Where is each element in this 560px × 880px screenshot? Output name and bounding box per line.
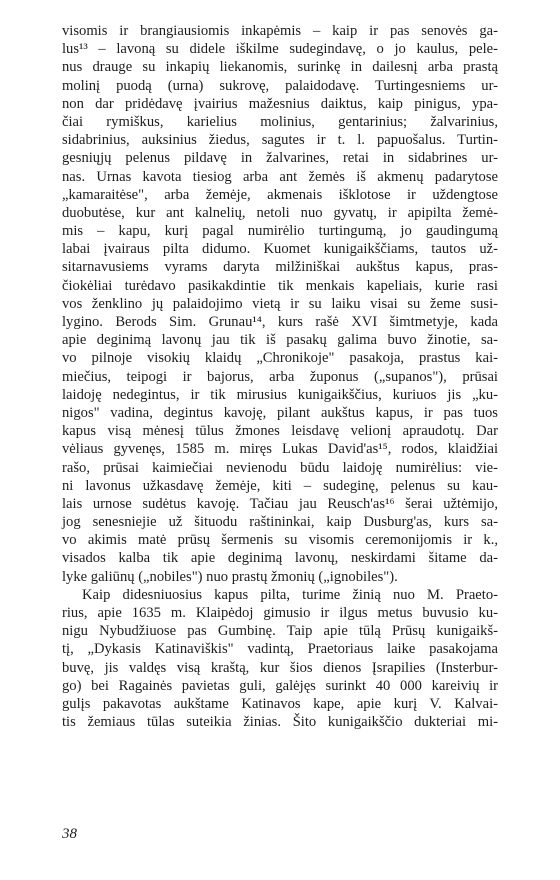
text-line: rašo, prūsai kaimiečiai nevienodu būdu laidoję numirėlius: vie- bbox=[62, 459, 498, 476]
text-line: vėliaus gyvenęs, 1585 m. miręs Lukas David'as¹⁵, rodos, klaidžiai bbox=[62, 441, 498, 458]
text-line: lais urnose sudėtus kavoję. Tačiau jau Reusch'as¹⁶ šerai užtėmijo, bbox=[62, 495, 498, 512]
text-line: nus drauge su inkapių liekanomis, surinkę in dailesnį arba prastą bbox=[62, 59, 498, 76]
text-line: vo akimis matė prūsų šermenis su visomis ceremonijomis ir k., bbox=[62, 532, 498, 549]
text-line: nigu Nybudžiuose pas Gumbinę. Taip apie tūlą Prūsų kunigaikš- bbox=[62, 623, 498, 640]
text-line: gulįs pakavotas aukštame Katinavos kape, apie kurį V. Kalvai- bbox=[62, 695, 498, 712]
text-line: non dar pridėdavę įvairius mažesnius daiktus, kaip pinigus, ypa- bbox=[62, 95, 498, 112]
text-line: nigos" vadina, degintus kavoję, pilant aukštus kapus, ir pas tuos bbox=[62, 404, 498, 421]
text-line: Kaip didesniuosius kapus pilta, turime žinią nuo M. Praeto- bbox=[82, 586, 498, 603]
text-line: nas. Urnas kavota tiesiog arba ant žemės iš akmenų padarytose bbox=[62, 168, 498, 185]
text-line: tį, „Dykasis Katinaviškis" vadintą, Praetoriaus laike pasakojama bbox=[62, 641, 498, 658]
page-number: 38 bbox=[62, 826, 77, 842]
text-line: mis – kapu, kurį pagal numirėlio turtingumą, jo gaudingumą bbox=[62, 223, 498, 240]
text-line: čiai rymiškus, karielius molinius, gentarinius; žalvarinius, bbox=[62, 113, 498, 130]
text-line: laidoję nedegintus, ir tik mirusius kunigaikščius, kuriuos jis „ku- bbox=[62, 386, 498, 403]
text-line: molinį puodą (urna) sukrovę, palaidodavę. Turtingesniems ur- bbox=[62, 77, 498, 94]
text-line: apie deginimą lavonų jau tik iš pasakų galima buvo žinotie, sa- bbox=[62, 332, 498, 349]
text-line: kapus visą mėnesį tūlus žmones leisdavę velionį apraudotų. Dar bbox=[62, 423, 498, 440]
text-line: sidabrinius, auksinius žiedus, sagutes ir t. l. papuošalus. Turtin- bbox=[62, 132, 498, 149]
text-line: buvę, jis valdęs visą kraštą, kur šios dienos Įsrapilies (Insterbur- bbox=[62, 659, 498, 676]
text-line: gesniųjų pelenus pildavę in žalvarines, retai in sidabrines ur- bbox=[62, 150, 498, 167]
text-line: lus¹³ – lavoną su didele iškilme sudegindavę, o jo kaulus, pele- bbox=[62, 41, 498, 58]
text-line: lyke galiūnų („nobiles") nuo prastų žmonių („ignobiles"). bbox=[62, 568, 398, 585]
text-line: visados kalba tik apie deginimą lavonų, neskirdami šitame da- bbox=[62, 550, 498, 567]
text-line: „kamaraitėse", arba žemėje, akmenais išklotose ir uždengtose bbox=[62, 186, 498, 203]
text-line: visomis ir brangiausiomis inkapėmis – kaip ir pas senovės ga- bbox=[62, 23, 498, 39]
paragraph bbox=[62, 586, 498, 732]
text-line: ni lavonus užkasdavę žemėje, kiti – sudeginę, pelenus su kau- bbox=[62, 477, 498, 494]
text-line: čiokėliai turėdavo pasikakdintie tik menkais kapeliais, kurie rasi bbox=[62, 277, 498, 294]
paragraph bbox=[62, 22, 498, 586]
text-line: labai įvairaus pilta didumo. Kuomet kunigaikščiams, tautos už- bbox=[62, 241, 498, 258]
text-line: sitarnavusiems vyrams daryta milžiniškai aukštus kapus, pras- bbox=[62, 259, 498, 276]
text-line: vo pilnoje visokių klaidų „Chronikoje" pasakoja, prastus kai- bbox=[62, 350, 498, 367]
page-body bbox=[62, 22, 498, 731]
text-line: lygino. Berods Sim. Grunau¹⁴, kurs rašė XVI šimtmetyje, kada bbox=[62, 314, 498, 330]
text-line: vos ženklino jų palaidojimo vietą ir su laiku visai su žeme susi- bbox=[62, 295, 498, 312]
text-line: tis žemiaus tūlas suteikia žinias. Šito kunigaikščio dukteriai mi- bbox=[62, 714, 498, 731]
text-line: jog senesniejie už šituodu raštininkai, kaip Dusburg'as, kurs sa- bbox=[62, 514, 498, 531]
text-line: miečius, teipogi ir bajorus, arba župonus („supanos"), prūsai bbox=[62, 368, 498, 385]
text-line: duobutėse, kur ant kalnelių, netoli nuo gyvatų, ir apipilta žemė- bbox=[62, 204, 498, 221]
text-line: rius, apie 1635 m. Klaipėdoj gimusio ir ilgus metus buvusio ku- bbox=[62, 605, 498, 621]
text-line: go) bei Ragainės pavietas guli, galėjęs surinkt 40 000 kareivių ir bbox=[62, 677, 498, 694]
